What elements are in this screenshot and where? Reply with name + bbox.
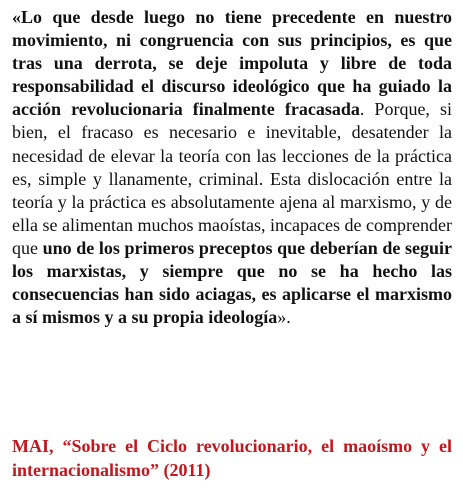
quote-bold-passage-1: Lo que desde luego no tiene precedente en nuestro movimiento, ni congruencia con sus principios, es que tras una derrota, se deje impoluta y libre de toda responsabilidad el discurso ideológico que ha guiado la acción revolucionaria finalmente fracasada — [12, 7, 452, 120]
quote-regular-passage: . Porque, si bien, el fracaso es necesario e inevitable, desatender la necesidad de elevar la teoría con las lecciones de la práctica es, simple y llanamente, criminal. Esta dislocación entre la teoría y la práctica es absolutamente ajena al marxismo, y de ella se alimentan muchos maoístas, incapaces de comprender que — [12, 99, 453, 258]
quote-bold-passage-2: uno de los primeros preceptos que deberían de seguir los marxistas, y siempre que no se ha hecho las consecuencias han sido aciagas, es aplicarse el marxismo a sí mismos y a su propia ideología — [12, 237, 452, 328]
citation: MAI, “Sobre el Ciclo revolucionario, el maoísmo y el internacionalismo” (2011) — [12, 436, 452, 480]
quote-paragraph — [12, 6, 452, 329]
quote-close-mark: ». — [277, 307, 291, 328]
quote-open-mark: « — [12, 7, 21, 27]
